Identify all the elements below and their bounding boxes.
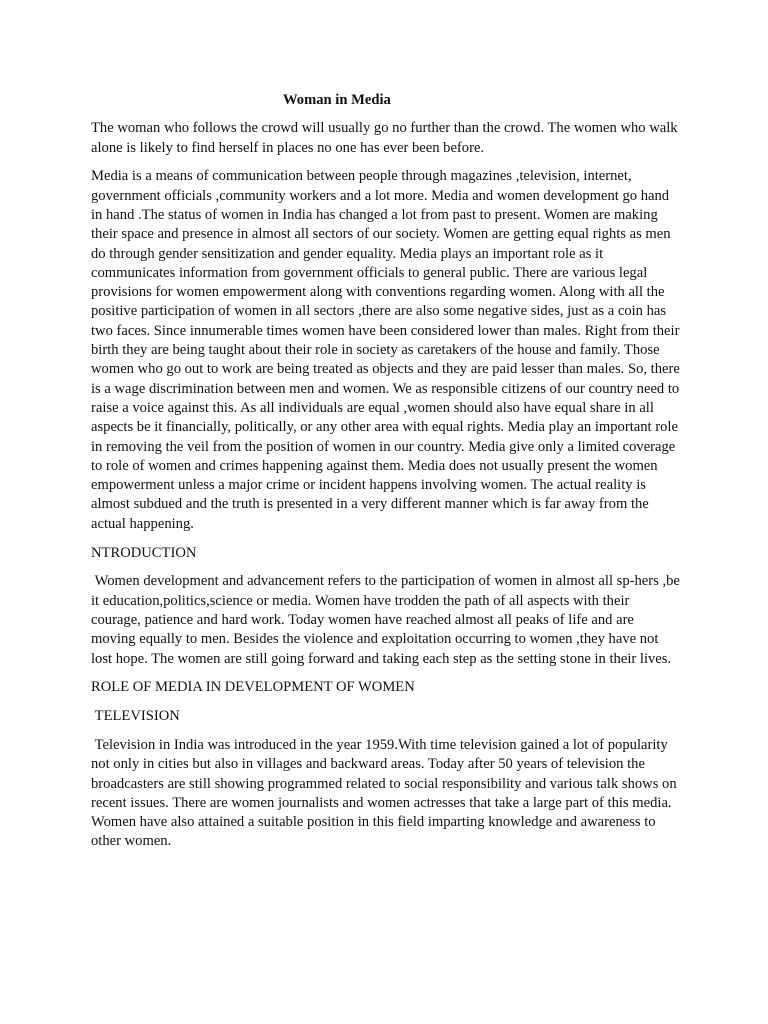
- introduction-heading: NTRODUCTION: [91, 544, 197, 561]
- opening-quote: The woman who follows the crowd will usually go no further than the crowd. The women who walk alone is likely to find herself in places no one has ever been before.: [91, 120, 678, 156]
- document-page: [91, 91, 684, 861]
- television-heading: TELEVISION: [91, 708, 180, 725]
- body-paragraph: Media is a means of communication between people through magazines ,television, internet, government officials ,community workers and a lot more. Media and women development go hand in hand .The status of women in India has changed a lot from past to present. Women are making their space and presence in almost all sectors of our society. Women are getting equal rights as men do through gender sensitization and gender equality. Media plays an important role as it communicates information from government officials to general public. There are various legal provisions for women empowerment along with conventions regarding women. Along with all the positive participation of women in all sectors ,there are also some negative sides, just as a coin has two faces. Since innumerable times women have been considered lower than males. Right from their birth they are being taught about their role in society as caretakers of the house and family. Those women who go out to work are being treated as objects and they are paid lesser than males. So, there is a wage discrimination between men and women. We as responsible citizens of our country need to raise a voice against this. As all individuals are equal ,women should also have equal share in all aspects be it financially, politically, or any other area with equal rights. Media play an important role in removing the veil from the position of women in our country. Media give only a limited coverage to role of women and crimes happening against them. Media does not usually present the women empowerment unless a major crime or incident happens involving women. The actual reality is almost subdued and the truth is presented in a very different manner which is far away from the actual happening.: [91, 168, 680, 532]
- role-of-media-heading: ROLE OF MEDIA IN DEVELOPMENT OF WOMEN: [91, 679, 415, 696]
- television-paragraph: Television in India was introduced in the year 1959.With time television gained a lot of popularity not only in cities but also in villages and backward areas. Today after 50 years of television the broadcasters are still showing programmed related to social responsibility and various talk shows on recent issues. There are women journalists and women actresses that take a large part of this media. Women have also attained a suitable position in this field imparting knowledge and awareness to other women.: [91, 736, 681, 850]
- introduction-paragraph: Women development and advancement refers to the participation of women in almost all sp-hers ,be it education,politics,science or media. Women have trodden the path of all aspects with their courage, patience and hard work. Today women have reached almost all peaks of life and are moving equally to men. Besides the violence and exploitation occurring to women ,they have not lost hope. The women are still going forward and taking each step as the setting stone in their lives.: [91, 573, 684, 667]
- document-title: Woman in Media: [283, 92, 391, 108]
